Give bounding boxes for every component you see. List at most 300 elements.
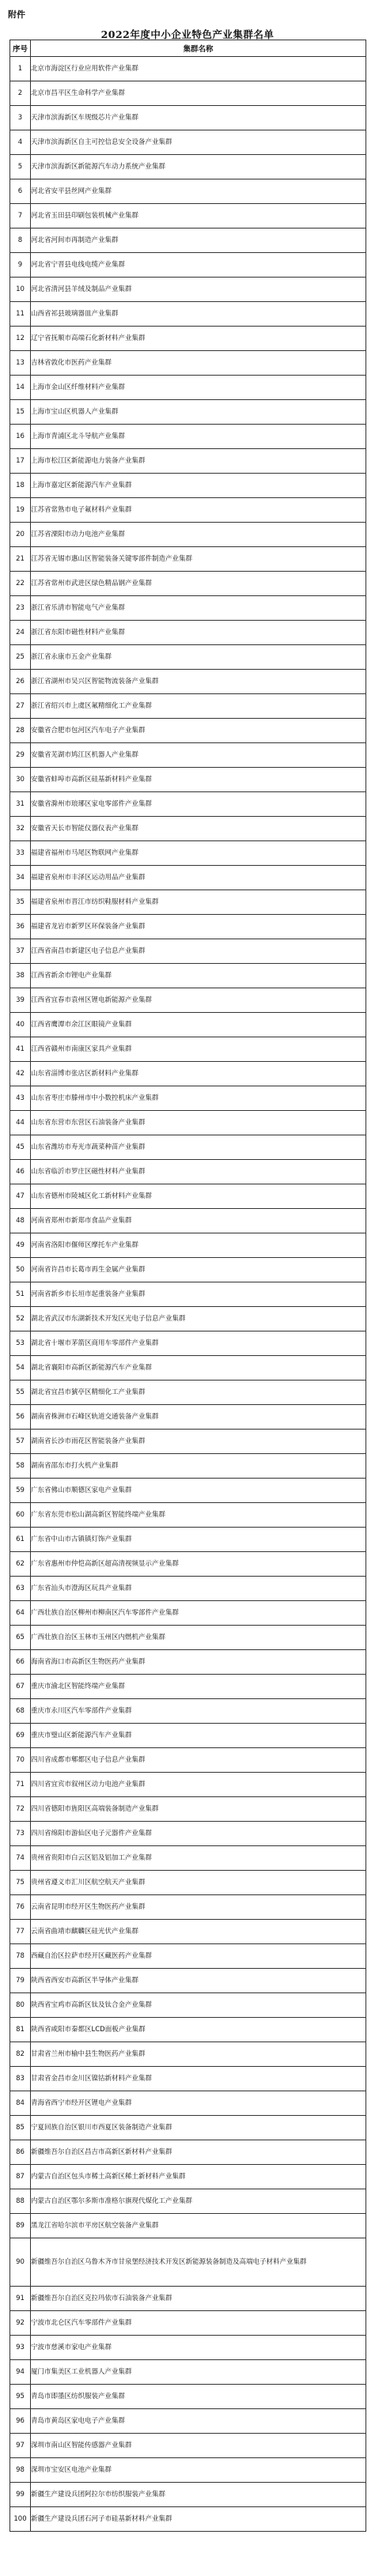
row-number: 55 <box>10 1381 31 1405</box>
cluster-name: 宁夏回族自治区银川市西夏区装备制造产业集群 <box>31 2116 366 2140</box>
row-number: 10 <box>10 278 31 302</box>
row-number: 50 <box>10 1258 31 1282</box>
row-number: 36 <box>10 915 31 939</box>
table-row <box>10 1258 366 1282</box>
table-row <box>10 2018 366 2042</box>
column-header-name: 集群名称 <box>31 40 366 57</box>
row-number: 3 <box>10 106 31 130</box>
row-number: 76 <box>10 1895 31 1920</box>
cluster-name: 陕西省咸阳市秦都区LCD面板产业集群 <box>31 2018 366 2042</box>
table-row <box>10 2434 366 2458</box>
table-row <box>10 841 366 866</box>
cluster-name: 广东省东莞市松山湖高新区智能终端产业集群 <box>31 1503 366 1528</box>
cluster-name: 浙江省绍兴市上虞区氟精细化工产业集群 <box>31 694 366 719</box>
row-number: 73 <box>10 1822 31 1846</box>
row-number: 6 <box>10 179 31 204</box>
row-number: 88 <box>10 2189 31 2214</box>
table-row <box>10 1233 366 1258</box>
cluster-name: 江苏省无锡市惠山区智能装备关键零部件制造产业集群 <box>31 547 366 572</box>
cluster-name: 河北省宁晋县电线电缆产业集群 <box>31 253 366 278</box>
table-row <box>10 1160 366 1184</box>
table-row <box>10 1773 366 1797</box>
cluster-name: 浙江省湖州市吴兴区智能物流装备产业集群 <box>31 670 366 694</box>
row-number: 99 <box>10 2483 31 2507</box>
row-number: 92 <box>10 2311 31 2336</box>
table-row <box>10 2067 366 2091</box>
cluster-name: 重庆市渝北区智能终端产业集群 <box>31 1675 366 1699</box>
table-row <box>10 2385 366 2409</box>
cluster-name: 安徽省天长市智能仪器仪表产业集群 <box>31 817 366 841</box>
row-number: 59 <box>10 1479 31 1503</box>
row-number: 87 <box>10 2165 31 2189</box>
table-row <box>10 2336 366 2360</box>
cluster-name: 上海市金山区纤维材料产业集群 <box>31 376 366 400</box>
cluster-name: 广西壮族自治区柳州市柳南区汽车零部件产业集群 <box>31 1601 366 1626</box>
row-number: 53 <box>10 1331 31 1356</box>
table-row <box>10 2409 366 2434</box>
row-number: 22 <box>10 572 31 596</box>
row-number: 72 <box>10 1797 31 1822</box>
table-row <box>10 2287 366 2311</box>
cluster-name: 西藏自治区拉萨市经开区藏医药产业集群 <box>31 1944 366 1969</box>
cluster-name: 山东省淄博市张店区新材料产业集群 <box>31 1062 366 1086</box>
table-row <box>10 1552 366 1577</box>
table-row <box>10 81 366 106</box>
cluster-name: 湖南省邵东市打火机产业集群 <box>31 1454 366 1479</box>
table-row <box>10 1797 366 1822</box>
cluster-name: 江苏省溧阳市动力电池产业集群 <box>31 523 366 547</box>
row-number: 100 <box>10 2507 31 2532</box>
cluster-name: 吉林省敦化市医药产业集群 <box>31 351 366 376</box>
row-number: 67 <box>10 1675 31 1699</box>
cluster-name: 山东省潍坊市寿光市蔬菜种苗产业集群 <box>31 1135 366 1160</box>
table-row <box>10 1356 366 1381</box>
table-row <box>10 498 366 523</box>
row-number: 49 <box>10 1233 31 1258</box>
table-row <box>10 1454 366 1479</box>
table-header-row <box>10 40 366 57</box>
cluster-name: 深圳市宝安区电池产业集群 <box>31 2458 366 2483</box>
table-row <box>10 2042 366 2067</box>
row-number: 8 <box>10 229 31 253</box>
cluster-name: 浙江省东阳市磁性材料产业集群 <box>31 621 366 645</box>
table-row <box>10 1871 366 1895</box>
cluster-name: 辽宁省抚顺市高端石化新材料产业集群 <box>31 327 366 351</box>
row-number: 38 <box>10 964 31 988</box>
table-row <box>10 1675 366 1699</box>
row-number: 56 <box>10 1405 31 1430</box>
cluster-name: 天津市滨海新区新能源汽车动力系统产业集群 <box>31 155 366 179</box>
row-number: 69 <box>10 1724 31 1748</box>
table-row <box>10 1895 366 1920</box>
cluster-name: 天津市滨海新区自主可控信息安全设备产业集群 <box>31 130 366 155</box>
table-row <box>10 1528 366 1552</box>
row-number: 44 <box>10 1111 31 1135</box>
table-row <box>10 1699 366 1724</box>
table-row <box>10 302 366 327</box>
row-number: 78 <box>10 1944 31 1969</box>
table-row <box>10 2483 366 2507</box>
row-number: 34 <box>10 866 31 890</box>
row-number: 94 <box>10 2360 31 2385</box>
cluster-name: 广东省惠州市仲恺高新区超高清视频显示产业集群 <box>31 1552 366 1577</box>
row-number: 71 <box>10 1773 31 1797</box>
row-number: 83 <box>10 2067 31 2091</box>
table-row <box>10 1405 366 1430</box>
cluster-name: 湖北省十堰市茅箭区商用车零部件产业集群 <box>31 1331 366 1356</box>
column-header-number: 序号 <box>10 40 31 57</box>
table-row <box>10 400 366 425</box>
cluster-name: 山东省枣庄市滕州市中小数控机床产业集群 <box>31 1086 366 1111</box>
cluster-table <box>9 40 366 2532</box>
cluster-name: 新疆维吾尔自治区克拉玛依市石油装备产业集群 <box>31 2287 366 2311</box>
table-row <box>10 474 366 498</box>
row-number: 47 <box>10 1184 31 1209</box>
row-number: 86 <box>10 2140 31 2165</box>
row-number: 58 <box>10 1454 31 1479</box>
cluster-name: 安徽省芜湖市鸠江区机器人产业集群 <box>31 743 366 768</box>
row-number: 9 <box>10 253 31 278</box>
table-row <box>10 1430 366 1454</box>
table-row <box>10 1650 366 1675</box>
cluster-name: 内蒙古自治区包头市稀土高新区稀土新材料产业集群 <box>31 2165 366 2189</box>
annex-label: 附件 <box>8 9 25 20</box>
cluster-name: 山东省临沂市罗庄区磁性材料产业集群 <box>31 1160 366 1184</box>
cluster-name: 广东省中山市古镇镇灯饰产业集群 <box>31 1528 366 1552</box>
table-row <box>10 1331 366 1356</box>
table-row <box>10 229 366 253</box>
table-row <box>10 327 366 351</box>
table-row <box>10 1037 366 1062</box>
table-row <box>10 1944 366 1969</box>
table-row <box>10 866 366 890</box>
table-row <box>10 449 366 474</box>
table-row <box>10 130 366 155</box>
row-number: 90 <box>10 2238 31 2287</box>
table-row <box>10 596 366 621</box>
cluster-name: 上海市松江区新能源电力装备产业集群 <box>31 449 366 474</box>
row-number: 1 <box>10 57 31 81</box>
cluster-name: 江西省鹰潭市余江区眼镜产业集群 <box>31 1013 366 1037</box>
row-number: 11 <box>10 302 31 327</box>
cluster-name: 浙江省永康市五金产业集群 <box>31 645 366 670</box>
table-row <box>10 1748 366 1773</box>
cluster-name: 湖南省长沙市雨花区智能装备产业集群 <box>31 1430 366 1454</box>
row-number: 31 <box>10 792 31 817</box>
row-number: 30 <box>10 768 31 792</box>
row-number: 79 <box>10 1969 31 1993</box>
cluster-name: 福建省福州市马尾区物联网产业集群 <box>31 841 366 866</box>
table-row <box>10 1111 366 1135</box>
row-number: 64 <box>10 1601 31 1626</box>
row-number: 5 <box>10 155 31 179</box>
table-row <box>10 939 366 964</box>
table-row <box>10 694 366 719</box>
table-row <box>10 2165 366 2189</box>
cluster-name: 重庆市永川区汽车零部件产业集群 <box>31 1699 366 1724</box>
table-row <box>10 1822 366 1846</box>
table-row <box>10 915 366 939</box>
row-number: 2 <box>10 81 31 106</box>
row-number: 91 <box>10 2287 31 2311</box>
table-row <box>10 1062 366 1086</box>
row-number: 21 <box>10 547 31 572</box>
table-row <box>10 351 366 376</box>
row-number: 32 <box>10 817 31 841</box>
table-row <box>10 1577 366 1601</box>
cluster-name: 北京市海淀区行业应用软件产业集群 <box>31 57 366 81</box>
table-row <box>10 179 366 204</box>
cluster-name: 天津市滨海新区车规级芯片产业集群 <box>31 106 366 130</box>
table-row <box>10 204 366 229</box>
table-row <box>10 2091 366 2116</box>
table-row <box>10 106 366 130</box>
cluster-name: 福建省龙岩市新罗区环保装备产业集群 <box>31 915 366 939</box>
cluster-name: 江西省南昌市新建区电子信息产业集群 <box>31 939 366 964</box>
row-number: 46 <box>10 1160 31 1184</box>
table-row <box>10 2214 366 2238</box>
table-row <box>10 1920 366 1944</box>
row-number: 17 <box>10 449 31 474</box>
table-row <box>10 155 366 179</box>
table-row <box>10 2238 366 2287</box>
cluster-name: 新疆维吾尔自治区乌鲁木齐市甘泉堡经济技术开发区新能源装备制造及高端电子材料产业集群 <box>31 2238 366 2287</box>
cluster-name: 厦门市集美区工业机器人产业集群 <box>31 2360 366 2385</box>
table-row <box>10 1969 366 1993</box>
row-number: 54 <box>10 1356 31 1381</box>
cluster-name: 河北省安平县丝网产业集群 <box>31 179 366 204</box>
row-number: 77 <box>10 1920 31 1944</box>
cluster-name: 新疆维吾尔自治区昌吉市高新区新材料产业集群 <box>31 2140 366 2165</box>
row-number: 13 <box>10 351 31 376</box>
table-row <box>10 278 366 302</box>
cluster-name: 江苏省常熟市电子氟材料产业集群 <box>31 498 366 523</box>
cluster-name: 内蒙古自治区鄂尔多斯市准格尔旗现代煤化工产业集群 <box>31 2189 366 2214</box>
cluster-name: 江西省赣州市南康区家具产业集群 <box>31 1037 366 1062</box>
cluster-name: 上海市嘉定区新能源汽车产业集群 <box>31 474 366 498</box>
row-number: 96 <box>10 2409 31 2434</box>
table-row <box>10 792 366 817</box>
cluster-name: 四川省成都市郫都区电子信息产业集群 <box>31 1748 366 1773</box>
table-row <box>10 1135 366 1160</box>
cluster-name: 河南省洛阳市偃师区摩托车产业集群 <box>31 1233 366 1258</box>
row-number: 4 <box>10 130 31 155</box>
row-number: 35 <box>10 890 31 915</box>
cluster-name: 陕西省西安市高新区半导体产业集群 <box>31 1969 366 1993</box>
cluster-name: 安徽省合肥市包河区汽车电子产业集群 <box>31 719 366 743</box>
row-number: 52 <box>10 1307 31 1331</box>
table-row <box>10 1013 366 1037</box>
row-number: 75 <box>10 1871 31 1895</box>
row-number: 63 <box>10 1577 31 1601</box>
row-number: 15 <box>10 400 31 425</box>
cluster-name: 安徽省滁州市琅琊区家电零部件产业集群 <box>31 792 366 817</box>
row-number: 74 <box>10 1846 31 1871</box>
cluster-name: 北京市昌平区生命科学产业集群 <box>31 81 366 106</box>
table-row <box>10 1626 366 1650</box>
cluster-name: 河北省清河县羊绒及制品产业集群 <box>31 278 366 302</box>
cluster-name: 湖北省武汉市东湖新技术开发区光电子信息产业集群 <box>31 1307 366 1331</box>
row-number: 28 <box>10 719 31 743</box>
table-row <box>10 1993 366 2018</box>
row-number: 20 <box>10 523 31 547</box>
row-number: 98 <box>10 2458 31 2483</box>
row-number: 65 <box>10 1626 31 1650</box>
row-number: 93 <box>10 2336 31 2360</box>
table-row <box>10 1282 366 1307</box>
cluster-name: 海南省海口市高新区生物医药产业集群 <box>31 1650 366 1675</box>
table-row <box>10 572 366 596</box>
row-number: 80 <box>10 1993 31 2018</box>
row-number: 57 <box>10 1430 31 1454</box>
cluster-name: 浙江省乐清市智能电气产业集群 <box>31 596 366 621</box>
cluster-name: 河南省许昌市长葛市再生金属产业集群 <box>31 1258 366 1282</box>
row-number: 24 <box>10 621 31 645</box>
row-number: 19 <box>10 498 31 523</box>
cluster-name: 河北省玉田县印刷包装机械产业集群 <box>31 204 366 229</box>
cluster-name: 宁波市北仑区汽车零部件产业集群 <box>31 2311 366 2336</box>
cluster-name: 上海市宝山区机器人产业集群 <box>31 400 366 425</box>
row-number: 89 <box>10 2214 31 2238</box>
cluster-name: 宁波市慈溪市家电产业集群 <box>31 2336 366 2360</box>
row-number: 26 <box>10 670 31 694</box>
cluster-name: 新疆生产建设兵团阿拉尔市纺织服装产业集群 <box>31 2483 366 2507</box>
cluster-name: 四川省宜宾市叙州区动力电池产业集群 <box>31 1773 366 1797</box>
table-row <box>10 2360 366 2385</box>
cluster-name: 新疆生产建设兵团石河子市硅基新材料产业集群 <box>31 2507 366 2532</box>
table-row <box>10 890 366 915</box>
table-row <box>10 1086 366 1111</box>
table-row <box>10 988 366 1013</box>
row-number: 16 <box>10 425 31 449</box>
table-row <box>10 2507 366 2532</box>
row-number: 25 <box>10 645 31 670</box>
row-number: 40 <box>10 1013 31 1037</box>
table-row <box>10 253 366 278</box>
row-number: 61 <box>10 1528 31 1552</box>
cluster-name: 福建省泉州市丰泽区运动用品产业集群 <box>31 866 366 890</box>
row-number: 42 <box>10 1062 31 1086</box>
row-number: 97 <box>10 2434 31 2458</box>
cluster-name: 甘肃省金昌市金川区镍钴新材料产业集群 <box>31 2067 366 2091</box>
page-title: 2022年度中小企业特色产业集群名单 <box>100 28 275 40</box>
row-number: 70 <box>10 1748 31 1773</box>
cluster-name: 云南省昆明市经开区生物医药产业集群 <box>31 1895 366 1920</box>
table-row <box>10 964 366 988</box>
table-row <box>10 2116 366 2140</box>
cluster-name: 贵州省贵阳市白云区铝及铝加工产业集群 <box>31 1846 366 1871</box>
row-number: 60 <box>10 1503 31 1528</box>
row-number: 84 <box>10 2091 31 2116</box>
cluster-name: 重庆市璧山区新能源汽车产业集群 <box>31 1724 366 1748</box>
table-row <box>10 817 366 841</box>
row-number: 43 <box>10 1086 31 1111</box>
table-row <box>10 1503 366 1528</box>
cluster-name: 黑龙江省哈尔滨市平房区航空装备产业集群 <box>31 2214 366 2238</box>
table-row <box>10 2189 366 2214</box>
table-row <box>10 1479 366 1503</box>
cluster-name: 江西省宜春市袁州区锂电新能源产业集群 <box>31 988 366 1013</box>
table-row <box>10 1307 366 1331</box>
row-number: 68 <box>10 1699 31 1724</box>
cluster-name: 陕西省宝鸡市高新区钛及钛合金产业集群 <box>31 1993 366 2018</box>
table-row <box>10 645 366 670</box>
row-number: 62 <box>10 1552 31 1577</box>
table-row <box>10 1724 366 1748</box>
table-row <box>10 425 366 449</box>
cluster-name: 湖北省襄阳市高新区新能源汽车产业集群 <box>31 1356 366 1381</box>
table-row <box>10 2311 366 2336</box>
table-row <box>10 57 366 81</box>
cluster-name: 江苏省常州市武进区绿色精品钢产业集群 <box>31 572 366 596</box>
cluster-name: 深圳市南山区智能传感器产业集群 <box>31 2434 366 2458</box>
table-body <box>10 57 366 2532</box>
table-row <box>10 376 366 400</box>
cluster-name: 山西省祁县玻璃器皿产业集群 <box>31 302 366 327</box>
row-number: 81 <box>10 2018 31 2042</box>
cluster-name: 江西省新余市锂电产业集群 <box>31 964 366 988</box>
table-row <box>10 1601 366 1626</box>
cluster-name: 湖南省株洲市石峰区轨道交通装备产业集群 <box>31 1405 366 1430</box>
row-number: 27 <box>10 694 31 719</box>
row-number: 51 <box>10 1282 31 1307</box>
cluster-name: 四川省绵阳市游仙区电子元器件产业集群 <box>31 1822 366 1846</box>
table-row <box>10 621 366 645</box>
cluster-name: 青海省西宁市经开区锂电产业集群 <box>31 2091 366 2116</box>
cluster-name: 山东省东营市东营区石油装备产业集群 <box>31 1111 366 1135</box>
table-row <box>10 670 366 694</box>
row-number: 45 <box>10 1135 31 1160</box>
table-row <box>10 1381 366 1405</box>
row-number: 7 <box>10 204 31 229</box>
cluster-name: 青岛市黄岛区家电电子产业集群 <box>31 2409 366 2434</box>
table-row <box>10 1209 366 1233</box>
cluster-name: 山东省德州市陵城区化工新材料产业集群 <box>31 1184 366 1209</box>
cluster-name: 云南省曲靖市麒麟区硅光伏产业集群 <box>31 1920 366 1944</box>
row-number: 12 <box>10 327 31 351</box>
row-number: 33 <box>10 841 31 866</box>
cluster-name: 河南省郑州市新郑市食品产业集群 <box>31 1209 366 1233</box>
cluster-name: 河南省新乡市长垣市起重装备产业集群 <box>31 1282 366 1307</box>
row-number: 66 <box>10 1650 31 1675</box>
cluster-name: 上海市青浦区北斗导航产业集群 <box>31 425 366 449</box>
cluster-name: 贵州省遵义市汇川区航空航天产业集群 <box>31 1871 366 1895</box>
table-row <box>10 1846 366 1871</box>
row-number: 95 <box>10 2385 31 2409</box>
cluster-name: 安徽省蚌埠市高新区硅基新材料产业集群 <box>31 768 366 792</box>
table-row <box>10 743 366 768</box>
row-number: 14 <box>10 376 31 400</box>
cluster-name: 广西壮族自治区玉林市玉州区内燃机产业集群 <box>31 1626 366 1650</box>
row-number: 41 <box>10 1037 31 1062</box>
cluster-name: 湖北省宜昌市猇亭区精细化工产业集群 <box>31 1381 366 1405</box>
cluster-name: 河北省河间市再制造产业集群 <box>31 229 366 253</box>
table-row <box>10 719 366 743</box>
row-number: 82 <box>10 2042 31 2067</box>
cluster-name: 四川省德阳市旌阳区高端装备制造产业集群 <box>31 1797 366 1822</box>
row-number: 48 <box>10 1209 31 1233</box>
table-row <box>10 523 366 547</box>
cluster-name: 广东省汕头市澄海区玩具产业集群 <box>31 1577 366 1601</box>
table-row <box>10 2140 366 2165</box>
cluster-name: 广东省佛山市顺德区家电产业集群 <box>31 1479 366 1503</box>
row-number: 29 <box>10 743 31 768</box>
table-row <box>10 768 366 792</box>
row-number: 18 <box>10 474 31 498</box>
row-number: 23 <box>10 596 31 621</box>
table-row <box>10 2458 366 2483</box>
row-number: 85 <box>10 2116 31 2140</box>
